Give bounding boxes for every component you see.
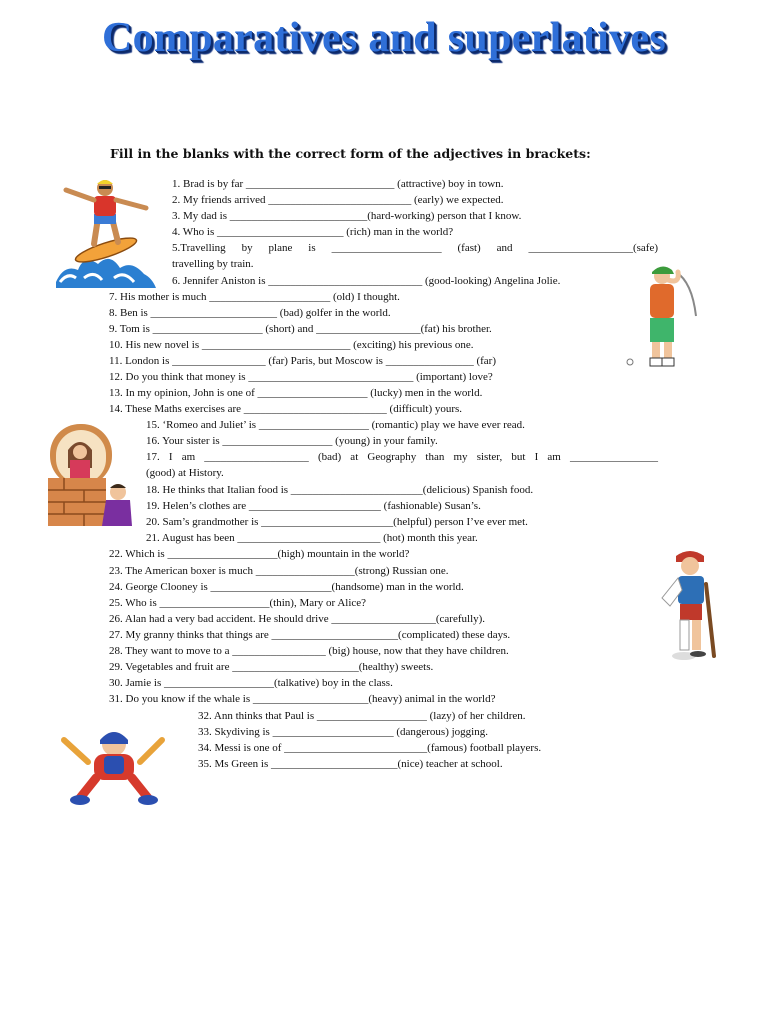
sentence-31: 31. Do you know if the whale is _____________________(heavy) animal in the world?: [109, 693, 496, 705]
sentence-11: 11. London is _________________ (far) Paris, but Moscow is ________________ (far): [109, 355, 496, 367]
sentence-35: 35. Ms Green is _______________________(nice) teacher at school.: [198, 758, 503, 770]
sentence-5-continued: travelling by train.: [172, 258, 254, 270]
sentence-23: 23. The American boxer is much __________________(strong) Russian one.: [109, 565, 449, 577]
sentence-5: 5.Travelling by plane is ____________________ (fast) and ___________________(safe): [172, 242, 658, 254]
sentence-15: 15. ‘Romeo and Juliet’ is ____________________ (romantic) play we have ever read.: [146, 419, 525, 431]
worksheet-title: Comparatives and superlatives: [101, 15, 667, 61]
sentence-16: 16. Your sister is ____________________ (young) in your family.: [146, 435, 438, 447]
sentence-27: 27. My granny thinks that things are _______________________(complicated) these days.: [109, 629, 511, 641]
sentence-4: 4. Who is _______________________ (rich) man in the world?: [172, 226, 454, 238]
romeo-and-juliet-illustration: [44, 422, 136, 530]
sentence-8: 8. Ben is _______________________ (bad) golfer in the world.: [109, 307, 391, 319]
sentence-9: 9. Tom is ____________________ (short) and ___________________(fat) his brother.: [109, 323, 492, 335]
sentence-33: 33. Skydiving is ______________________ (dangerous) jogging.: [198, 726, 488, 738]
sentence-13: 13. In my opinion, John is one of ____________________ (lucky) men in the world.: [109, 387, 483, 399]
sentence-19: 19. Helen’s clothes are ________________________ (fashionable) Susan’s.: [146, 500, 481, 512]
sentence-3: 3. My dad is _________________________(hard-working) person that I know.: [172, 210, 522, 222]
sentence-28: 28. They want to move to a _________________ (big) house, now that they have children.: [109, 645, 509, 657]
sentence-7: 7. His mother is much ______________________ (old) I thought.: [109, 291, 400, 303]
instruction-text: Fill in the blanks with the correct form of the adjectives in brackets:: [110, 146, 591, 161]
sentence-32: 32. Ann thinks that Paul is ____________________ (lazy) of her children.: [198, 710, 526, 722]
sentence-17: 17. I am ___________________ (bad) at Geography than my sister, but I am ________________: [146, 451, 658, 463]
injured-boy-illustration: [656, 548, 728, 664]
golfer-illustration: [622, 262, 706, 380]
sentence-18: 18. He thinks that Italian food is ________________________(delicious) Spanish food.: [146, 484, 534, 496]
skydiver-illustration: [58, 722, 170, 806]
sentence-30: 30. Jamie is ____________________(talkative) boy in the class.: [109, 677, 393, 689]
sentence-20: 20. Sam’s grandmother is ________________________(helpful) person I’ve ever met.: [146, 516, 528, 528]
sentence-24: 24. George Clooney is ______________________(handsome) man in the world.: [109, 581, 464, 593]
sentence-1: 1. Brad is by far ___________________________ (attractive) boy in town.: [172, 178, 504, 190]
sentence-14: 14. These Maths exercises are __________________________ (difficult) yours.: [109, 403, 463, 415]
sentence-6: 6. Jennifer Aniston is ____________________________ (good-looking) Angelina Jolie.: [172, 275, 561, 287]
sentence-25: 25. Who is ____________________(thin), Mary or Alice?: [109, 597, 367, 609]
sentence-26: 26. Alan had a very bad accident. He should drive ___________________(carefully).: [109, 613, 486, 625]
sentence-29: 29. Vegetables and fruit are _______________________(healthy) sweets.: [109, 661, 434, 673]
sentence-12: 12. Do you think that money is ______________________________ (important) love?: [109, 371, 493, 383]
surfer-boy-illustration: [54, 178, 158, 290]
sentence-22: 22. Which is ____________________(high) mountain in the world?: [109, 548, 410, 560]
sentence-17-continued: (good) at History.: [146, 467, 224, 479]
sentence-34: 34. Messi is one of __________________________(famous) football players.: [198, 742, 542, 754]
sentence-2: 2. My friends arrived __________________________ (early) we expected.: [172, 194, 504, 206]
sentence-10: 10. His new novel is ___________________________ (exciting) his previous one.: [109, 339, 474, 351]
sentence-21: 21. August has been __________________________ (hot) month this year.: [146, 532, 478, 544]
